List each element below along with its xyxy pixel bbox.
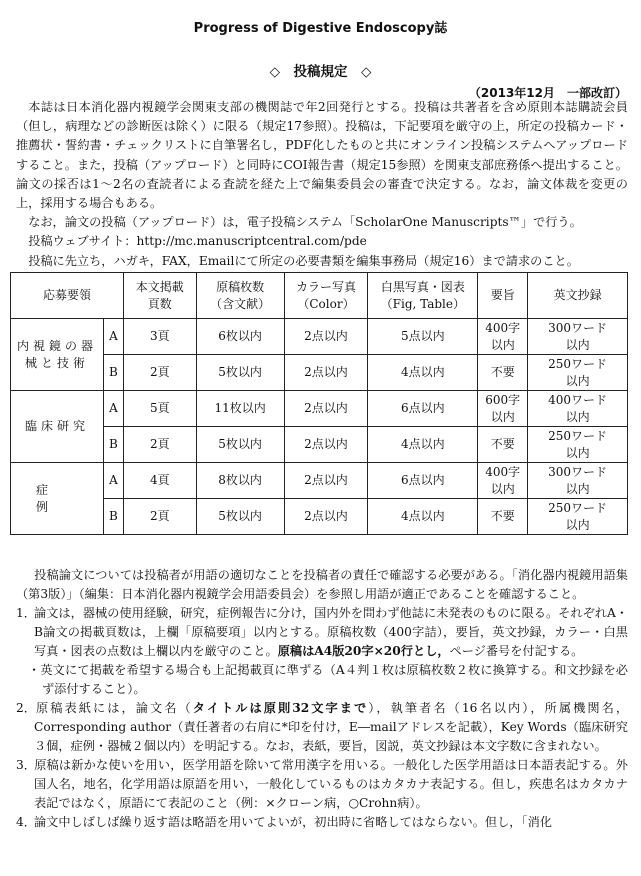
pages-cell: 2頁 xyxy=(123,499,196,535)
english-cell: 250ワード 以内 xyxy=(528,427,628,463)
revision-note: （2013年12月 一部改訂） xyxy=(468,86,627,100)
color-cell: 2点以内 xyxy=(284,463,368,499)
color-cell: 2点以内 xyxy=(284,391,368,427)
table-row xyxy=(11,391,628,427)
rule-item-1-sub: ・英文にて掲載を希望する場合も上記掲載頁に準ずる（A４判１枚は原稿枚数２枚に換算する。和文抄録を必ず添付すること）。 xyxy=(28,663,628,696)
summary-cell: 600字 以内 xyxy=(478,391,528,427)
english-cell: 300ワード 以内 xyxy=(528,319,628,355)
rule-item-1: 1．論文は，器械の使用経験，研究，症例報告に分け，国内外を問わず他誌に未発表のものに限る。それぞれA・B論文の掲載頁数は，上欄「原稿要項」以内とする。原稿枚数（400字詰），要旨，英文抄録，カラー・白黒写真・図表の点数は上欄以内を厳守のこと。原稿はA4版20字×20行とし，ページ番号を付記する。 xyxy=(16,606,628,658)
intro-paragraph-2: なお，論文の投稿（アップロード）は，電子投稿システム「ScholarOne Manuscripts™」で行う。 xyxy=(28,215,582,230)
color-cell: 2点以内 xyxy=(284,499,368,535)
category-case: 症例 xyxy=(11,463,104,535)
rule-item-4: 4．論文中しばしば繰り返す語は略語を用いてよいが，初出時に省略してはならない。但し，「消化 xyxy=(16,815,552,829)
english-cell: 300ワード 以内 xyxy=(528,463,628,499)
header-pages: 本文掲載 頁数 xyxy=(123,273,196,319)
color-cell: 2点以内 xyxy=(284,427,368,463)
summary-cell: 400字 以内 xyxy=(478,319,528,355)
type-cell: B xyxy=(103,427,123,463)
category-clinical: 臨床研究 xyxy=(11,391,104,463)
intro-paragraph-4: 投稿に先立ち，ハガキ，FAX，Emailにて所定の必要書類を編集事務局（規定16）まで請求のこと。 xyxy=(28,253,579,268)
header-bw: 白黒写真・図表 （Fig, Table） xyxy=(368,273,478,319)
table-row xyxy=(11,499,628,535)
bw-cell: 4点以内 xyxy=(368,427,478,463)
manuscript-cell: 5枚以内 xyxy=(196,427,284,463)
submission-url: 投稿ウェブサイト：http://mc.manuscriptcentral.com/pde xyxy=(28,234,367,249)
table-row xyxy=(11,463,628,499)
rule-item-2: 2．原稿表紙には，論文名（タイトルは原則32文字まで），執筆者名（16名以内），所属機関名，Corresponding author（責任著者の右肩に*印を付け，E―mailアドレスを記載），Key Words（臨床研究３個，症例・器械２個以内）を明記する。なお，表紙，要旨，図説，英文抄録は本文字数に含まれない。 xyxy=(16,701,629,753)
table-header-row xyxy=(11,273,628,319)
type-cell: A xyxy=(103,319,123,355)
pages-cell: 2頁 xyxy=(123,427,196,463)
manuscript-cell: 6枚以内 xyxy=(196,319,284,355)
pages-cell: 5頁 xyxy=(123,391,196,427)
pages-cell: 3頁 xyxy=(123,319,196,355)
table-row xyxy=(11,427,628,463)
bw-cell: 5点以内 xyxy=(368,319,478,355)
type-cell: A xyxy=(103,463,123,499)
bw-cell: 4点以内 xyxy=(368,355,478,391)
rule-item-3: 3．原稿は新かな使いを用い，医学用語を除いて常用漢字を用いる。一般化した医学用語は日本語表記する。外国人名，地名，化学用語は原語を用い，一般化しているものはカタカナ表記する。但し，疾患名はカタカナ表記ではなく，原語にて表記のこと（例：×クローン病，○Crohn病）。 xyxy=(16,758,628,810)
bw-cell: 6点以内 xyxy=(368,391,478,427)
summary-cell: 不要 xyxy=(478,499,528,535)
manuscript-cell: 8枚以内 xyxy=(196,463,284,499)
section-title: ◇ 投稿規定 ◇ xyxy=(269,64,372,80)
header-category: 応募要領 xyxy=(11,273,124,319)
color-cell: 2点以内 xyxy=(284,319,368,355)
intro-paragraph-1: 本誌は日本消化器内視鏡学会関東支部の機関誌で年2回発行とする。投稿は共著者を含め原則本誌購読会員（但し，病理などの診断医は除く）に限る（規定17参照）。投稿は，下記要項を厳守の上，所定の投稿カード・推薦状・誓約書・チェックリストに自筆署名し，PDF化したものと共にオンライン投稿システムへアップロードすること。また，投稿（アップロード）と同時にCOI報告書（規定15参照）を関東支部庶務係へ提出すること。論文の採否は1～2名の査読者による査読を経た上で編集委員会の審査で決定する。なお，論文体裁を変更の上，採用する場合もある。 xyxy=(16,100,628,211)
header-manuscript: 原稿枚数 （含文献） xyxy=(196,273,284,319)
table-row xyxy=(11,319,628,355)
summary-cell: 400字 以内 xyxy=(478,463,528,499)
english-cell: 250ワード 以内 xyxy=(528,499,628,535)
english-cell: 400ワード 以内 xyxy=(528,391,628,427)
manuscript-cell: 11枚以内 xyxy=(196,391,284,427)
header-color: カラー写真 （Color） xyxy=(284,273,368,319)
type-cell: A xyxy=(103,391,123,427)
type-cell: B xyxy=(103,355,123,391)
header-summary: 要旨 xyxy=(478,273,528,319)
journal-title: Progress of Digestive Endoscopy誌 xyxy=(193,21,448,36)
rules-section xyxy=(16,566,628,832)
bw-cell: 6点以内 xyxy=(368,463,478,499)
type-cell: B xyxy=(103,499,123,535)
manuscript-cell: 5枚以内 xyxy=(196,355,284,391)
summary-cell: 不要 xyxy=(478,427,528,463)
bw-cell: 4点以内 xyxy=(368,499,478,535)
table-row xyxy=(11,355,628,391)
summary-cell: 不要 xyxy=(478,355,528,391)
category-equipment: 内視鏡の器械と技術 xyxy=(11,319,104,391)
pages-cell: 4頁 xyxy=(123,463,196,499)
color-cell: 2点以内 xyxy=(284,355,368,391)
manuscript-cell: 5枚以内 xyxy=(196,499,284,535)
header-english: 英文抄録 xyxy=(528,273,628,319)
rules-lead: 投稿論文については投稿者が用語の適切なことを投稿者の責任で確認する必要がある。「消化器内視鏡用語集（第3版）」（編集：日本消化器内視鏡学会用語委員会）を参照し用語が適正であることを確認すること。 xyxy=(16,568,628,601)
english-cell: 250ワード 以内 xyxy=(528,355,628,391)
submission-spec-table xyxy=(10,272,628,535)
intro-section xyxy=(16,98,628,271)
pages-cell: 2頁 xyxy=(123,355,196,391)
